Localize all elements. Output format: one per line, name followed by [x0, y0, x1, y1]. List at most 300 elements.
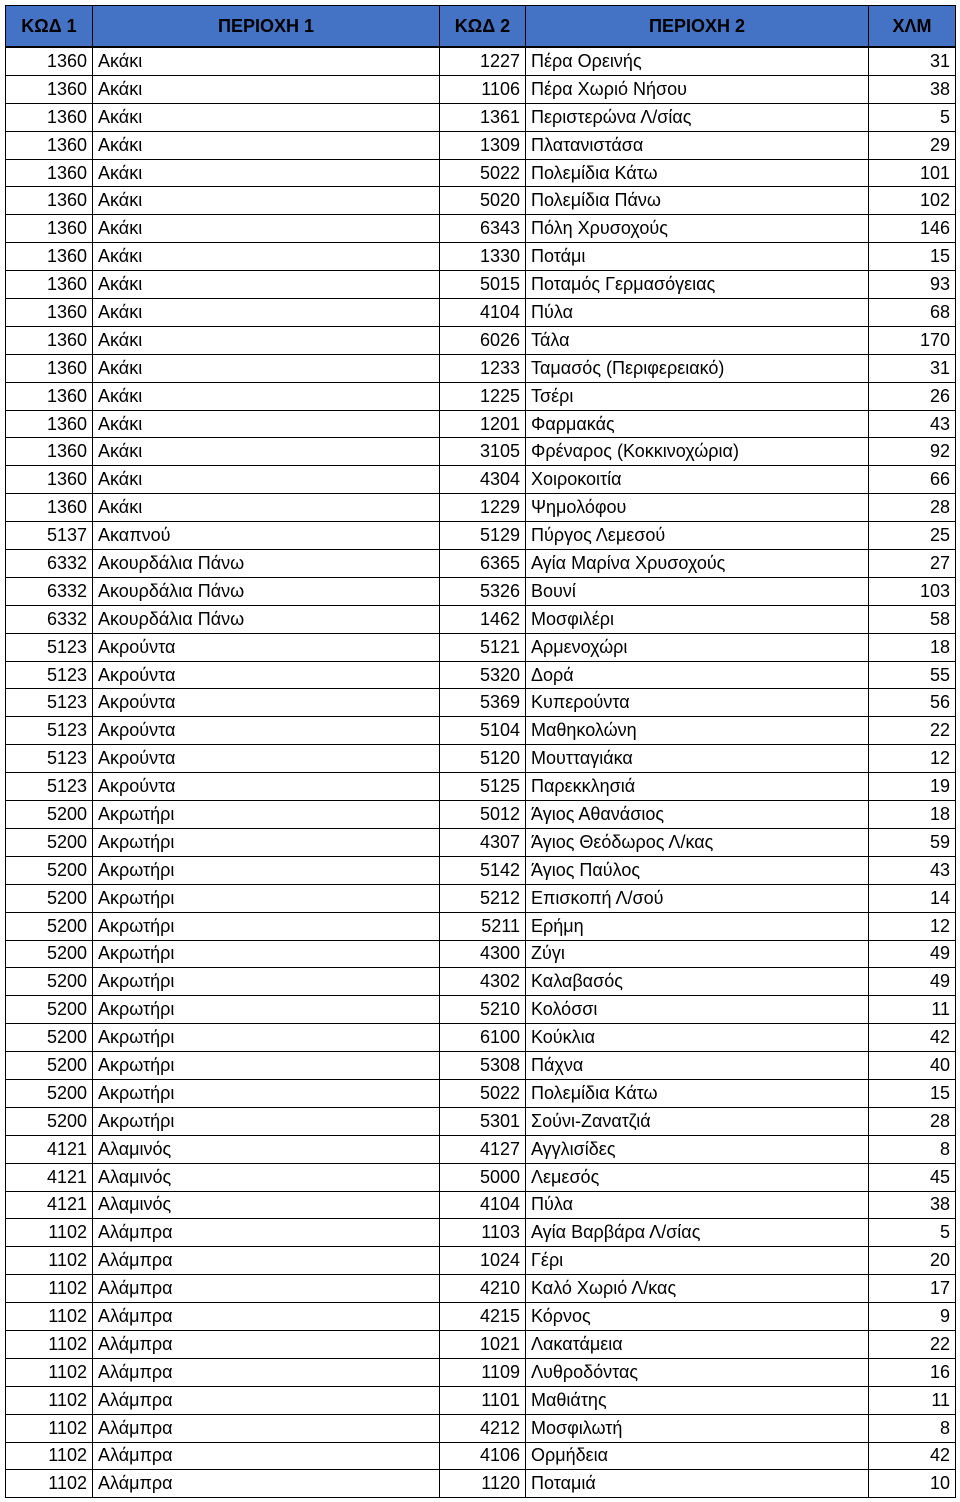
km-cell: 170: [869, 326, 956, 354]
table-row: [6, 75, 956, 103]
area-2-cell: Πέρα Χωριό Νήσου: [526, 75, 869, 103]
table-row: [6, 1275, 956, 1303]
area-1-cell: Ακάκι: [93, 103, 440, 131]
area-2-cell: Πολεμίδια Κάτω: [526, 1079, 869, 1107]
code-1-cell: 4121: [6, 1163, 93, 1191]
table-row: [6, 466, 956, 494]
area-1-cell: Αλάμπρα: [93, 1386, 440, 1414]
area-2-cell: Παρεκκλησιά: [526, 773, 869, 801]
code-2-cell: 4215: [440, 1303, 526, 1331]
area-1-cell: Ακάκι: [93, 466, 440, 494]
table-row: [6, 968, 956, 996]
table-row: [6, 522, 956, 550]
area-1-cell: Ακρούντα: [93, 661, 440, 689]
code-2-cell: 4300: [440, 940, 526, 968]
area-1-cell: Αλαμινός: [93, 1191, 440, 1219]
code-1-cell: 5123: [6, 773, 93, 801]
code-1-cell: 1360: [6, 299, 93, 327]
distance-table: [5, 5, 956, 1498]
table-row: [6, 940, 956, 968]
km-cell: 55: [869, 661, 956, 689]
km-cell: 22: [869, 1330, 956, 1358]
area-1-cell: Ακάκι: [93, 131, 440, 159]
table-row: [6, 1330, 956, 1358]
code-1-cell: 1102: [6, 1275, 93, 1303]
area-1-cell: Ακουρδάλια Πάνω: [93, 577, 440, 605]
code-1-cell: 1102: [6, 1358, 93, 1386]
code-1-cell: 5123: [6, 745, 93, 773]
code-2-cell: 1024: [440, 1247, 526, 1275]
km-cell: 10: [869, 1470, 956, 1498]
table-row: [6, 1163, 956, 1191]
table-row: [6, 1052, 956, 1080]
km-cell: 18: [869, 801, 956, 829]
code-1-cell: 1102: [6, 1414, 93, 1442]
header-code-2: ΚΩΔ 2: [440, 6, 526, 48]
area-2-cell: Χοιροκοιτία: [526, 466, 869, 494]
code-2-cell: 4304: [440, 466, 526, 494]
area-2-cell: Ταμασός (Περιφερειακό): [526, 354, 869, 382]
table-row: [6, 1135, 956, 1163]
area-1-cell: Ακάκι: [93, 75, 440, 103]
code-2-cell: 5210: [440, 996, 526, 1024]
area-2-cell: Λακατάμεια: [526, 1330, 869, 1358]
code-2-cell: 1109: [440, 1358, 526, 1386]
km-cell: 5: [869, 1219, 956, 1247]
header-row: [6, 6, 956, 48]
code-1-cell: 1102: [6, 1470, 93, 1498]
code-2-cell: 5301: [440, 1107, 526, 1135]
table-row: [6, 47, 956, 75]
code-2-cell: 6365: [440, 550, 526, 578]
code-2-cell: 6343: [440, 215, 526, 243]
code-1-cell: 1360: [6, 271, 93, 299]
area-1-cell: Ακάκι: [93, 438, 440, 466]
code-2-cell: 5120: [440, 745, 526, 773]
km-cell: 58: [869, 605, 956, 633]
area-2-cell: Κολόσσι: [526, 996, 869, 1024]
area-1-cell: Αλάμπρα: [93, 1303, 440, 1331]
code-1-cell: 1360: [6, 354, 93, 382]
area-1-cell: Ακάκι: [93, 243, 440, 271]
table-row: [6, 801, 956, 829]
area-2-cell: Πολεμίδια Κάτω: [526, 159, 869, 187]
table-row: [6, 773, 956, 801]
km-cell: 28: [869, 1107, 956, 1135]
code-2-cell: 5125: [440, 773, 526, 801]
area-1-cell: Ακάκι: [93, 159, 440, 187]
area-1-cell: Ακάκι: [93, 326, 440, 354]
code-2-cell: 5000: [440, 1163, 526, 1191]
area-2-cell: Ποτάμι: [526, 243, 869, 271]
km-cell: 11: [869, 996, 956, 1024]
km-cell: 68: [869, 299, 956, 327]
area-1-cell: Αλάμπρα: [93, 1442, 440, 1470]
area-1-cell: Ακάκι: [93, 47, 440, 75]
area-1-cell: Ακάκι: [93, 354, 440, 382]
code-1-cell: 1360: [6, 159, 93, 187]
km-cell: 66: [869, 466, 956, 494]
code-1-cell: 1102: [6, 1386, 93, 1414]
km-cell: 29: [869, 131, 956, 159]
km-cell: 15: [869, 1079, 956, 1107]
code-1-cell: 5200: [6, 828, 93, 856]
code-1-cell: 1360: [6, 382, 93, 410]
area-2-cell: Σούνι-Ζανατζιά: [526, 1107, 869, 1135]
area-2-cell: Αρμενοχώρι: [526, 633, 869, 661]
code-2-cell: 1225: [440, 382, 526, 410]
area-2-cell: Αγία Βαρβάρα Λ/σίας: [526, 1219, 869, 1247]
code-1-cell: 1102: [6, 1247, 93, 1275]
code-2-cell: 5012: [440, 801, 526, 829]
code-2-cell: 4106: [440, 1442, 526, 1470]
table-row: [6, 577, 956, 605]
table-row: [6, 1442, 956, 1470]
table-row: [6, 1414, 956, 1442]
code-2-cell: 4302: [440, 968, 526, 996]
area-1-cell: Ακρούντα: [93, 717, 440, 745]
area-2-cell: Τσέρι: [526, 382, 869, 410]
table-body: [6, 47, 956, 1498]
area-1-cell: Ακρωτήρι: [93, 1024, 440, 1052]
area-1-cell: Ακάκι: [93, 299, 440, 327]
code-2-cell: 1101: [440, 1386, 526, 1414]
code-1-cell: 1360: [6, 438, 93, 466]
code-2-cell: 1309: [440, 131, 526, 159]
area-2-cell: Καλαβασός: [526, 968, 869, 996]
table-row: [6, 717, 956, 745]
area-1-cell: Αλάμπρα: [93, 1470, 440, 1498]
area-1-cell: Ακουρδάλια Πάνω: [93, 605, 440, 633]
km-cell: 43: [869, 856, 956, 884]
area-2-cell: Πλατανιστάσα: [526, 131, 869, 159]
code-2-cell: 5326: [440, 577, 526, 605]
table-row: [6, 103, 956, 131]
area-1-cell: Ακρωτήρι: [93, 1079, 440, 1107]
table-row: [6, 354, 956, 382]
km-cell: 22: [869, 717, 956, 745]
table-row: [6, 1303, 956, 1331]
code-1-cell: 1360: [6, 326, 93, 354]
km-cell: 56: [869, 689, 956, 717]
area-2-cell: Γέρι: [526, 1247, 869, 1275]
table-header: [6, 6, 956, 48]
code-1-cell: 1102: [6, 1442, 93, 1470]
area-1-cell: Ακρωτήρι: [93, 884, 440, 912]
area-1-cell: Ακρωτήρι: [93, 968, 440, 996]
area-2-cell: Μοσφιλωτή: [526, 1414, 869, 1442]
area-2-cell: Αγγλισίδες: [526, 1135, 869, 1163]
km-cell: 146: [869, 215, 956, 243]
code-1-cell: 5200: [6, 968, 93, 996]
code-2-cell: 5142: [440, 856, 526, 884]
km-cell: 27: [869, 550, 956, 578]
table-row: [6, 1470, 956, 1498]
table-row: [6, 410, 956, 438]
code-2-cell: 5022: [440, 159, 526, 187]
km-cell: 31: [869, 47, 956, 75]
area-2-cell: Ορμήδεια: [526, 1442, 869, 1470]
area-2-cell: Ερήμη: [526, 912, 869, 940]
area-2-cell: Αγία Μαρίνα Χρυσοχούς: [526, 550, 869, 578]
area-2-cell: Περιστερώνα Λ/σίας: [526, 103, 869, 131]
area-2-cell: Μαθιάτης: [526, 1386, 869, 1414]
km-cell: 9: [869, 1303, 956, 1331]
code-2-cell: 4210: [440, 1275, 526, 1303]
km-cell: 102: [869, 187, 956, 215]
code-1-cell: 1360: [6, 75, 93, 103]
km-cell: 14: [869, 884, 956, 912]
table-row: [6, 494, 956, 522]
km-cell: 31: [869, 354, 956, 382]
table-row: [6, 633, 956, 661]
table-row: [6, 745, 956, 773]
area-1-cell: Αλάμπρα: [93, 1247, 440, 1275]
km-cell: 38: [869, 1191, 956, 1219]
table-row: [6, 1247, 956, 1275]
code-2-cell: 6100: [440, 1024, 526, 1052]
area-2-cell: Ποταμιά: [526, 1470, 869, 1498]
code-1-cell: 6332: [6, 550, 93, 578]
area-1-cell: Αλαμινός: [93, 1135, 440, 1163]
code-1-cell: 5123: [6, 633, 93, 661]
area-1-cell: Ακρωτήρι: [93, 1052, 440, 1080]
km-cell: 38: [869, 75, 956, 103]
km-cell: 101: [869, 159, 956, 187]
code-2-cell: 1233: [440, 354, 526, 382]
code-2-cell: 5369: [440, 689, 526, 717]
code-2-cell: 1103: [440, 1219, 526, 1247]
area-2-cell: Κόρνος: [526, 1303, 869, 1331]
km-cell: 49: [869, 940, 956, 968]
code-2-cell: 5104: [440, 717, 526, 745]
area-1-cell: Ακάκι: [93, 271, 440, 299]
code-2-cell: 1229: [440, 494, 526, 522]
code-2-cell: 4104: [440, 299, 526, 327]
area-1-cell: Ακρούντα: [93, 745, 440, 773]
code-2-cell: 1106: [440, 75, 526, 103]
table-row: [6, 271, 956, 299]
km-cell: 19: [869, 773, 956, 801]
header-code-1: ΚΩΔ 1: [6, 6, 93, 48]
area-2-cell: Ψημολόφου: [526, 494, 869, 522]
area-2-cell: Κυπερούντα: [526, 689, 869, 717]
code-2-cell: 5212: [440, 884, 526, 912]
km-cell: 103: [869, 577, 956, 605]
code-1-cell: 5200: [6, 912, 93, 940]
km-cell: 11: [869, 1386, 956, 1414]
area-1-cell: Ακαπνού: [93, 522, 440, 550]
code-1-cell: 5200: [6, 801, 93, 829]
km-cell: 15: [869, 243, 956, 271]
area-1-cell: Ακρωτήρι: [93, 912, 440, 940]
code-1-cell: 6332: [6, 605, 93, 633]
area-1-cell: Ακρωτήρι: [93, 940, 440, 968]
table-row: [6, 856, 956, 884]
km-cell: 16: [869, 1358, 956, 1386]
km-cell: 40: [869, 1052, 956, 1080]
code-1-cell: 5137: [6, 522, 93, 550]
code-2-cell: 1120: [440, 1470, 526, 1498]
area-2-cell: Επισκοπή Λ/σού: [526, 884, 869, 912]
table-row: [6, 159, 956, 187]
table-row: [6, 996, 956, 1024]
code-1-cell: 1360: [6, 47, 93, 75]
code-1-cell: 4121: [6, 1135, 93, 1163]
area-1-cell: Αλαμινός: [93, 1163, 440, 1191]
code-1-cell: 5200: [6, 884, 93, 912]
table-row: [6, 1107, 956, 1135]
area-2-cell: Βουνί: [526, 577, 869, 605]
table-row: [6, 605, 956, 633]
area-1-cell: Ακάκι: [93, 410, 440, 438]
area-2-cell: Καλό Χωριό Λ/κας: [526, 1275, 869, 1303]
table-row: [6, 187, 956, 215]
code-2-cell: 1462: [440, 605, 526, 633]
area-2-cell: Λυθροδόντας: [526, 1358, 869, 1386]
area-1-cell: Ακάκι: [93, 187, 440, 215]
table-row: [6, 1358, 956, 1386]
code-1-cell: 1360: [6, 103, 93, 131]
table-row: [6, 1386, 956, 1414]
area-2-cell: Τάλα: [526, 326, 869, 354]
code-1-cell: 5123: [6, 689, 93, 717]
code-2-cell: 1021: [440, 1330, 526, 1358]
km-cell: 8: [869, 1135, 956, 1163]
area-2-cell: Πύργος Λεμεσού: [526, 522, 869, 550]
code-2-cell: 5015: [440, 271, 526, 299]
code-2-cell: 6026: [440, 326, 526, 354]
code-2-cell: 1361: [440, 103, 526, 131]
area-2-cell: Δορά: [526, 661, 869, 689]
area-2-cell: Ποταμός Γερμασόγειας: [526, 271, 869, 299]
area-2-cell: Πύλα: [526, 1191, 869, 1219]
table-row: [6, 550, 956, 578]
km-cell: 42: [869, 1442, 956, 1470]
area-1-cell: Ακρωτήρι: [93, 1107, 440, 1135]
area-1-cell: Ακρωτήρι: [93, 828, 440, 856]
code-2-cell: 1227: [440, 47, 526, 75]
area-2-cell: Άγιος Θεόδωρος Λ/κας: [526, 828, 869, 856]
code-2-cell: 5211: [440, 912, 526, 940]
area-2-cell: Πόλη Χρυσοχούς: [526, 215, 869, 243]
table-row: [6, 689, 956, 717]
area-2-cell: Πολεμίδια Πάνω: [526, 187, 869, 215]
table-row: [6, 131, 956, 159]
code-1-cell: 1360: [6, 187, 93, 215]
km-cell: 28: [869, 494, 956, 522]
km-cell: 18: [869, 633, 956, 661]
area-1-cell: Ακρωτήρι: [93, 856, 440, 884]
area-1-cell: Αλάμπρα: [93, 1275, 440, 1303]
code-1-cell: 4121: [6, 1191, 93, 1219]
area-1-cell: Ακρούντα: [93, 773, 440, 801]
km-cell: 45: [869, 1163, 956, 1191]
code-2-cell: 5121: [440, 633, 526, 661]
code-1-cell: 5200: [6, 996, 93, 1024]
area-1-cell: Ακρούντα: [93, 689, 440, 717]
code-1-cell: 5123: [6, 717, 93, 745]
area-2-cell: Φαρμακάς: [526, 410, 869, 438]
area-1-cell: Ακουρδάλια Πάνω: [93, 550, 440, 578]
code-1-cell: 6332: [6, 577, 93, 605]
table-row: [6, 382, 956, 410]
area-2-cell: Κούκλια: [526, 1024, 869, 1052]
km-cell: 43: [869, 410, 956, 438]
table-row: [6, 884, 956, 912]
km-cell: 5: [869, 103, 956, 131]
table-row: [6, 438, 956, 466]
area-1-cell: Ακάκι: [93, 494, 440, 522]
km-cell: 8: [869, 1414, 956, 1442]
table-row: [6, 1219, 956, 1247]
area-2-cell: Λεμεσός: [526, 1163, 869, 1191]
km-cell: 42: [869, 1024, 956, 1052]
km-cell: 93: [869, 271, 956, 299]
km-cell: 12: [869, 912, 956, 940]
table-row: [6, 661, 956, 689]
table-row: [6, 326, 956, 354]
table-row: [6, 215, 956, 243]
code-2-cell: 5320: [440, 661, 526, 689]
km-cell: 92: [869, 438, 956, 466]
area-1-cell: Ακάκι: [93, 382, 440, 410]
code-1-cell: 1360: [6, 410, 93, 438]
table-row: [6, 828, 956, 856]
code-1-cell: 5123: [6, 661, 93, 689]
area-2-cell: Άγιος Αθανάσιος: [526, 801, 869, 829]
table-row: [6, 1079, 956, 1107]
area-1-cell: Αλάμπρα: [93, 1414, 440, 1442]
area-2-cell: Φρέναρος (Κοκκινοχώρια): [526, 438, 869, 466]
area-2-cell: Μουτταγιάκα: [526, 745, 869, 773]
code-1-cell: 1360: [6, 243, 93, 271]
km-cell: 59: [869, 828, 956, 856]
area-1-cell: Αλάμπρα: [93, 1358, 440, 1386]
code-2-cell: 5129: [440, 522, 526, 550]
km-cell: 25: [869, 522, 956, 550]
code-1-cell: 1102: [6, 1219, 93, 1247]
area-2-cell: Πέρα Ορεινής: [526, 47, 869, 75]
header-area-2: ΠΕΡΙΟΧΗ 2: [526, 6, 869, 48]
code-1-cell: 1360: [6, 131, 93, 159]
code-2-cell: 4212: [440, 1414, 526, 1442]
code-2-cell: 5308: [440, 1052, 526, 1080]
code-1-cell: 5200: [6, 1079, 93, 1107]
code-1-cell: 5200: [6, 1107, 93, 1135]
area-1-cell: Ακάκι: [93, 215, 440, 243]
code-1-cell: 5200: [6, 940, 93, 968]
table-row: [6, 1024, 956, 1052]
code-1-cell: 5200: [6, 1052, 93, 1080]
code-2-cell: 4307: [440, 828, 526, 856]
area-1-cell: Ακρούντα: [93, 633, 440, 661]
header-area-1: ΠΕΡΙΟΧΗ 1: [93, 6, 440, 48]
code-1-cell: 5200: [6, 1024, 93, 1052]
table-row: [6, 243, 956, 271]
area-1-cell: Ακρωτήρι: [93, 801, 440, 829]
code-2-cell: 1330: [440, 243, 526, 271]
code-2-cell: 4127: [440, 1135, 526, 1163]
code-1-cell: 1102: [6, 1330, 93, 1358]
code-2-cell: 1201: [440, 410, 526, 438]
km-cell: 26: [869, 382, 956, 410]
code-1-cell: 1360: [6, 466, 93, 494]
area-1-cell: Αλάμπρα: [93, 1219, 440, 1247]
area-2-cell: Μαθηκολώνη: [526, 717, 869, 745]
area-2-cell: Άγιος Παύλος: [526, 856, 869, 884]
code-2-cell: 5020: [440, 187, 526, 215]
